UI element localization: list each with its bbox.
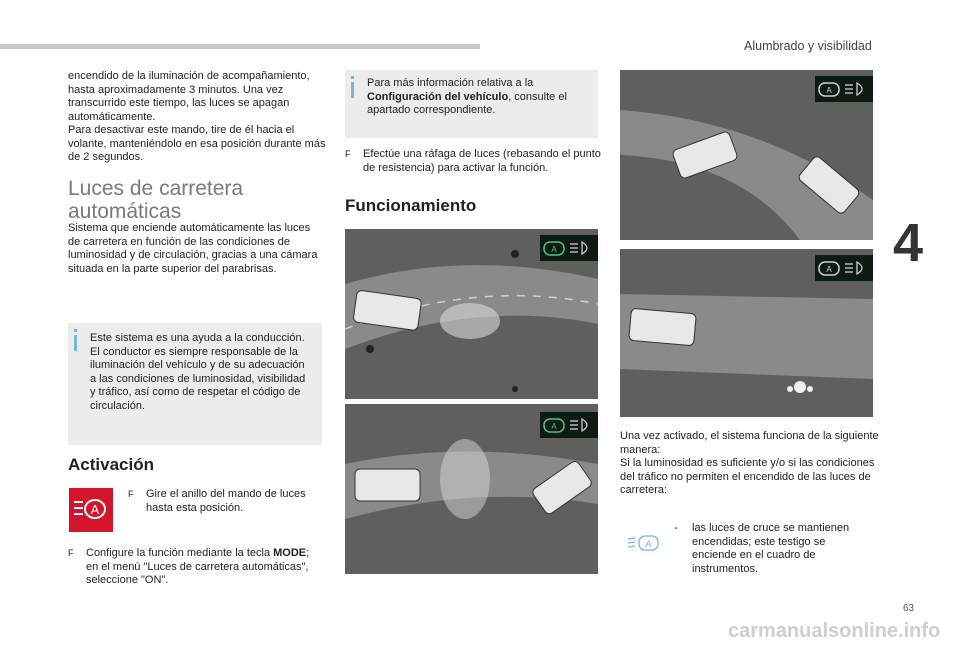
dash-item [674, 522, 874, 576]
config-note [345, 70, 598, 138]
bullet-mark: F [128, 489, 134, 499]
config-note-pre: Para más información relativa a la [367, 77, 534, 89]
bullet-mode-pre: Configure la función mediante la tecla [86, 547, 274, 559]
illustration-night-road [345, 229, 598, 399]
section-heading-line1: Luces de carretera [68, 177, 244, 200]
info-icon [74, 329, 77, 332]
svg-text:A: A [826, 265, 832, 274]
auto-high-beam-icon [544, 419, 564, 432]
illustration-lit-street [620, 249, 873, 417]
svg-text:A: A [826, 86, 832, 95]
chapter-number: 4 [893, 213, 924, 273]
bullet-flash-text: Efectúe una ráfaga de luces (rebasando el punto de resistencia) para activar la función. [363, 148, 601, 174]
operation-heading: Funcionamiento [345, 196, 477, 215]
svg-text:A: A [645, 539, 652, 549]
low-beam-auto-icon [626, 533, 660, 553]
bullet-ring-text: Gire el anillo del mando de luces hasta esta posición. [146, 488, 306, 514]
headlamp-icon [570, 242, 587, 254]
headlamp-icon [845, 83, 862, 95]
headlamp-icon [570, 419, 587, 431]
info-icon [351, 76, 354, 79]
auto-high-beam-icon [819, 262, 839, 275]
svg-text:A: A [90, 502, 100, 517]
dashboard-indicator [815, 76, 873, 102]
dashboard-indicator [540, 412, 598, 438]
config-note-post: , consulte el apartado correspondiente. [367, 90, 567, 116]
intro-paragraph: encendido de la iluminación de acompañamiento, hasta aproximadamente 3 minutos. Una vez transcurrido este tiempo, las luces se apagan automáticamente. Para desactivar este mando, tire de él hacia el volante, manteniéndolo en esa posición durante más de 2 segundos. [68, 70, 326, 163]
watermark: carmanualsonline.info [728, 620, 941, 642]
dash-mark: - [674, 522, 678, 534]
auto-high-beam-icon [819, 83, 839, 96]
illustration-following-car [620, 70, 873, 240]
note-text: Este sistema es una ayuda a la conducción. El conductor es siempre responsable de la iluminación del vehículo y de su adecuación a las condiciones de luminosidad, visibilidad y tráfico, así como de respetar el código de circulación. [90, 332, 306, 412]
section-title: Alumbrado y visibilidad [744, 39, 872, 53]
bullet-mode-post: ; en el menú "Luces de carretera automáticas", seleccione "ON". [86, 547, 310, 586]
config-note-bold: Configuración del vehículo [367, 90, 509, 103]
bullet-flash [345, 148, 603, 175]
bullet-ring [128, 488, 328, 515]
svg-text:A: A [551, 245, 557, 254]
dashboard-indicator [815, 255, 873, 281]
operation-description: Una vez activado, el sistema funciona de la siguiente manera: Si la luminosidad es suficiente y/o si las condiciones del tráfico no permiten el encendido de las luces de carretera: [620, 430, 879, 496]
system-description: Sistema que enciende automáticamente las luces de carretera en función de las condiciones de luminosidad y de circulación, gracias a una cámara situada en la parte superior del parabrisas. [68, 222, 318, 275]
mode-key: MODE [273, 547, 307, 559]
header-rule [0, 44, 480, 49]
illustration-oncoming-car [345, 404, 598, 574]
bullet-mark: F [68, 548, 74, 558]
auto-high-beam-icon [544, 242, 564, 255]
page-number: 63 [903, 603, 915, 614]
svg-text:A: A [551, 422, 557, 431]
bullet-mode [68, 547, 330, 588]
bullet-mark: F [345, 149, 351, 159]
dash-item-text: las luces de cruce se mantienen encendidas; este testigo se enciende en el cuadro de instrumentos. [692, 522, 850, 575]
dashboard-indicator [540, 235, 598, 261]
activation-heading: Activación [68, 455, 154, 474]
headlamp-icon [845, 262, 862, 274]
section-heading-line2: automáticas [68, 200, 182, 223]
driver-aid-note [68, 323, 322, 445]
mode-button-icon [69, 488, 113, 532]
